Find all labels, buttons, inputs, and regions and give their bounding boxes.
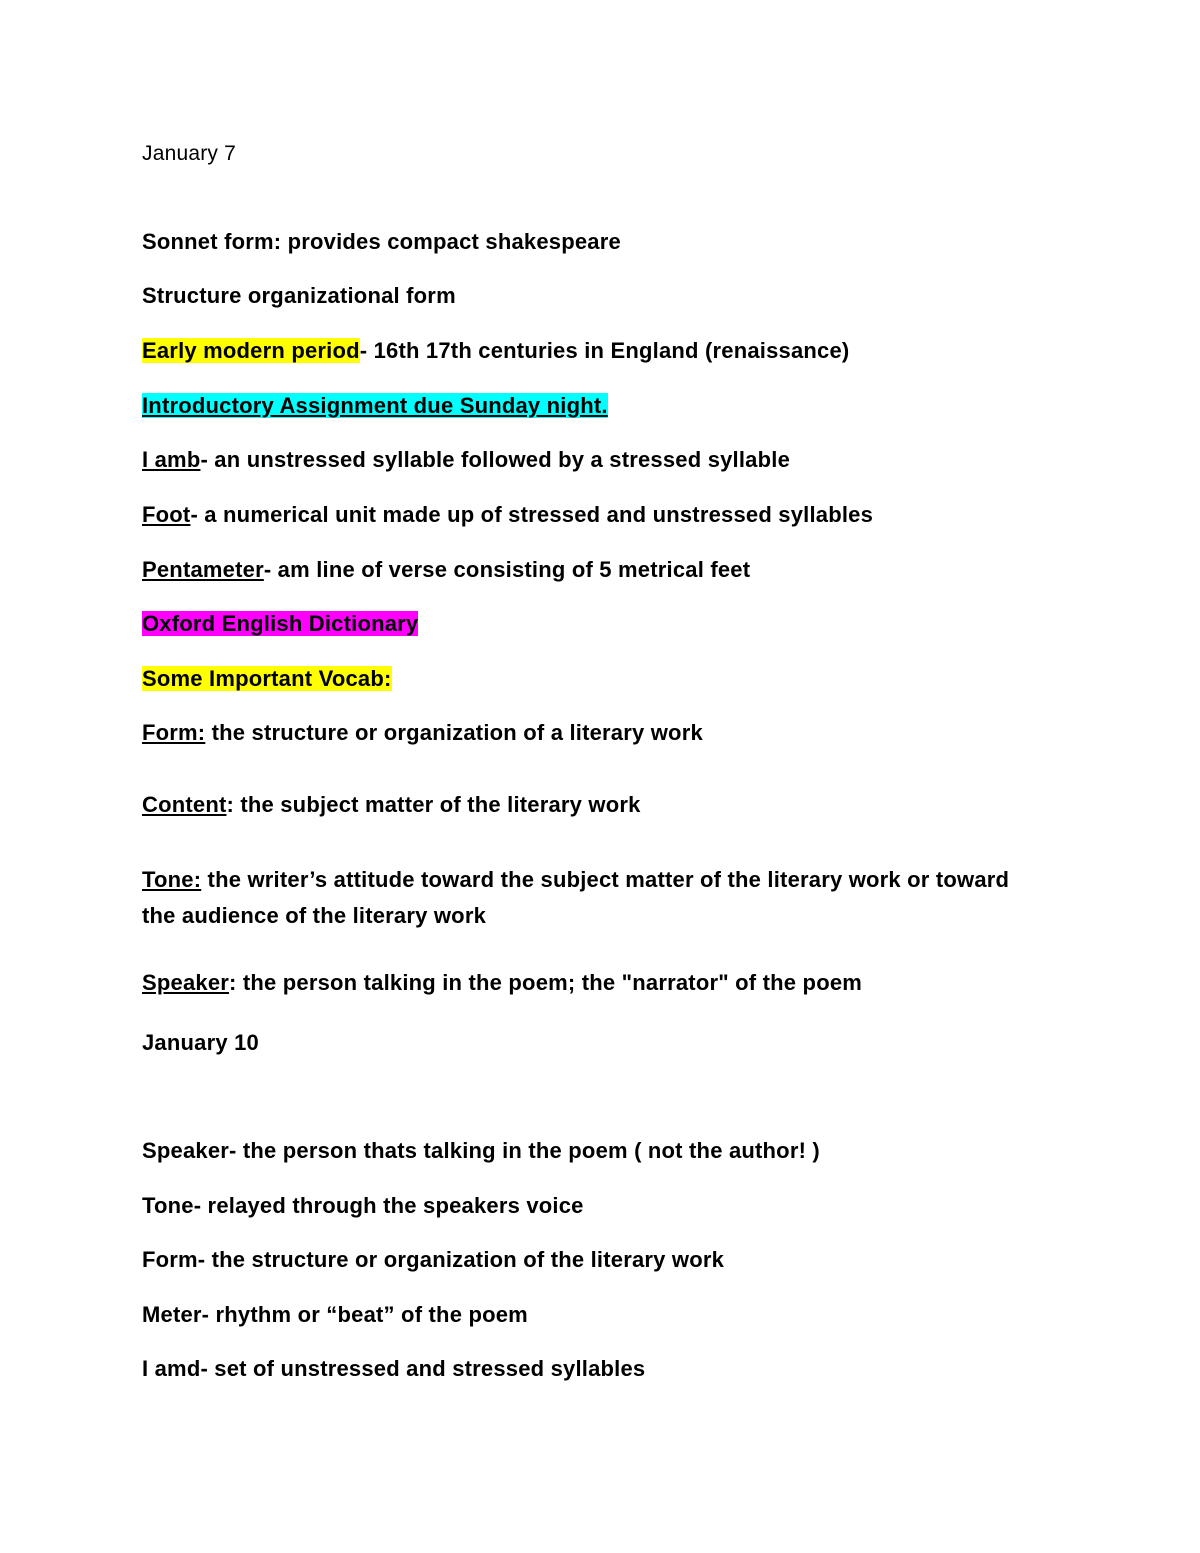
- note-tone: Tone- relayed through the speakers voice: [142, 1193, 584, 1218]
- vocab-speaker: [142, 970, 862, 996]
- note-speaker: Speaker- the person thats talking in the poem ( not the author! ): [142, 1138, 820, 1163]
- vocab-tone: [142, 862, 1042, 934]
- note-meter: Meter- rhythm or “beat” of the poem: [142, 1302, 528, 1327]
- date-heading-january-10: January 10: [142, 1030, 259, 1055]
- term-content: Content: [142, 792, 227, 817]
- term-pentameter: Pentameter: [142, 557, 264, 582]
- note-text: - an unstressed syllable followed by a stressed syllable: [200, 447, 791, 472]
- note-sonnet-form: Sonnet form: provides compact shakespeare: [142, 229, 621, 254]
- note-text: - 16th 17th centuries in England (renaissance): [359, 338, 850, 363]
- vocab-content: [142, 792, 641, 818]
- note-foot: [142, 502, 873, 528]
- note-assignment: [142, 393, 608, 419]
- highlighted-oed: Oxford English Dictionary: [142, 611, 419, 636]
- date-heading-january-7: January 7: [142, 142, 237, 165]
- note-pentameter: [142, 557, 750, 583]
- note-text: - a numerical unit made up of stressed and unstressed syllables: [190, 502, 874, 527]
- term-foot: Foot: [142, 502, 191, 527]
- term-tone: Tone:: [142, 867, 202, 892]
- term-speaker: Speaker: [142, 970, 230, 995]
- vocab-heading: [142, 666, 392, 692]
- term-iamb: I amb: [142, 447, 201, 472]
- term-form: Form:: [142, 720, 206, 745]
- note-early-modern-period: [142, 338, 849, 364]
- definition-text: : the person talking in the poem; the "narrator" of the poem: [229, 970, 863, 995]
- highlighted-term-early-modern: Early modern period: [142, 338, 360, 363]
- note-oed: [142, 611, 418, 637]
- definition-text: : the subject matter of the literary work: [226, 792, 641, 817]
- note-iamd: I amd- set of unstressed and stressed syllables: [142, 1356, 646, 1381]
- note-structure: Structure organizational form: [142, 283, 456, 308]
- vocab-form: [142, 720, 703, 746]
- note-form: Form- the structure or organization of the literary work: [142, 1247, 725, 1272]
- definition-text: the structure or organization of a literary work: [205, 720, 703, 745]
- definition-text: the writer’s attitude toward the subject matter of the literary work or toward the audience of the literary work: [142, 867, 1010, 928]
- highlighted-vocab-heading: Some Important Vocab:: [142, 666, 392, 691]
- highlighted-assignment: Introductory Assignment due Sunday night.: [142, 393, 608, 418]
- note-iamb: [142, 447, 790, 473]
- note-text: - am line of verse consisting of 5 metrical feet: [263, 557, 751, 582]
